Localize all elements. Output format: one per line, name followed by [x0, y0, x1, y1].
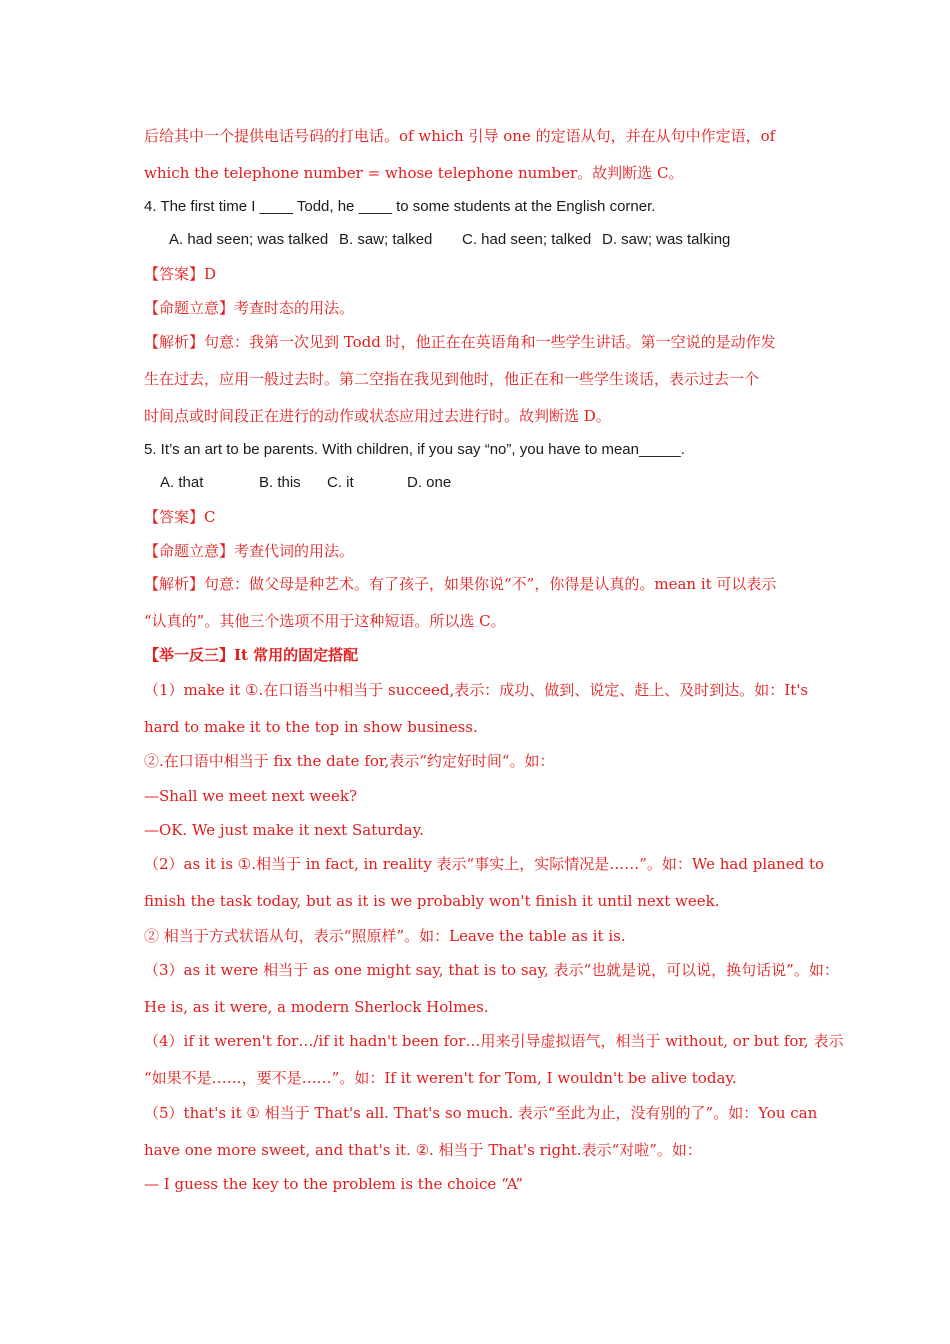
extension-line: ②.在口语中相当于 fix the date for,表示“约定好时间“。如：: [144, 752, 555, 770]
extension-line: ② 相当于方式状语从句，表示“照原样”。如：Leave the table as it is.: [144, 927, 626, 945]
extension-line: finish the task today, but as it is we probably won't finish it until next week.: [144, 892, 720, 910]
q4-option-d: D. saw; was talking: [602, 231, 731, 248]
q4-option-a: A. had seen; was talked: [169, 231, 329, 248]
intro-line-2: which the telephone number = whose telephone number。故判断选 C。: [144, 164, 684, 182]
extension-heading: [144, 644, 358, 666]
intro-line-1: 后给其中一个提供电话号码的打电话。of which 引导 one 的定语从句，并在从句中作定语，of: [144, 127, 776, 145]
extension-line: hard to make it to the top in show business.: [144, 718, 478, 736]
q4-answer: 【答案】D: [144, 265, 217, 283]
extension-line: — I guess the key to the problem is the choice “A”: [144, 1175, 524, 1193]
q5-option-d: D. one: [407, 474, 452, 491]
q4-option-b: B. saw; talked: [339, 231, 433, 248]
extension-heading-prefix: 【举一反三】: [144, 646, 235, 664]
extension-line: —Shall we meet next week?: [144, 787, 358, 805]
q5-intent: 【命题立意】考查代词的用法。: [144, 542, 355, 560]
extension-line: （4）if it weren't for…/if it hadn't been for…用来引导虚拟语气，相当于 without, or but for, 表示: [144, 1032, 844, 1050]
extension-line: “如果不是……，要不是……”。如：If it weren't for Tom, I wouldn't be alive today.: [144, 1069, 737, 1087]
q5-analysis-line-2: “认真的”。其他三个选项不用于这种短语。所以选 C。: [144, 612, 506, 630]
q4-intent: 【命题立意】考查时态的用法。: [144, 299, 355, 317]
extension-line: （2）as it is ①.相当于 in fact, in reality 表示“事实上，实际情况是……”。如：We had planed to: [144, 855, 825, 873]
extension-line: （5）that's it ① 相当于 That's all. That's so much. 表示“至此为止，没有别的了”。如：You can: [144, 1104, 818, 1122]
q4-option-c: C. had seen; talked: [462, 231, 592, 248]
q4-analysis-line-2: 生在过去，应用一般过去时。第二空指在我见到他时，他正在和一些学生谈话，表示过去一个: [144, 370, 760, 388]
q5-stem: 5. It’s an art to be parents. With children, if you say “no”, you have to mean_____.: [144, 441, 685, 458]
q5-analysis-line-1: 【解析】句意：做父母是种艺术。有了孩子，如果你说“不”，你得是认真的。mean it 可以表示: [144, 575, 777, 593]
q4-stem: 4. The first time I ____ Todd, he ____ to some students at the English corner.: [144, 198, 656, 215]
extension-line: （3）as it were 相当于 as one might say, that is to say, 表示“也就是说，可以说，换句话说”。如：: [144, 961, 839, 979]
extension-line: —OK. We just make it next Saturday.: [144, 821, 424, 839]
q4-analysis-line-3: 时间点或时间段正在进行的动作或状态应用过去进行时。故判断选 D。: [144, 407, 611, 425]
q5-option-b: B. this: [259, 474, 301, 491]
q5-option-a: A. that: [160, 474, 204, 491]
q5-option-c: C. it: [327, 474, 354, 491]
extension-line: He is, as it were, a modern Sherlock Holmes.: [144, 998, 489, 1016]
extension-line: （1）make it ①.在口语当中相当于 succeed,表示：成功、做到、说定、赶上、及时到达。如：It's: [144, 681, 809, 699]
q4-analysis-line-1: 【解析】句意：我第一次见到 Todd 时，他正在在英语角和一些学生讲话。第一空说的是动作发: [144, 333, 776, 351]
extension-line: have one more sweet, and that's it. ②. 相当于 That's right.表示“对啦”。如：: [144, 1141, 702, 1159]
q5-answer: 【答案】C: [144, 508, 216, 526]
extension-heading-title: It 常用的固定搭配: [234, 646, 359, 664]
q4-options: [169, 229, 730, 251]
q5-options: [160, 472, 451, 494]
